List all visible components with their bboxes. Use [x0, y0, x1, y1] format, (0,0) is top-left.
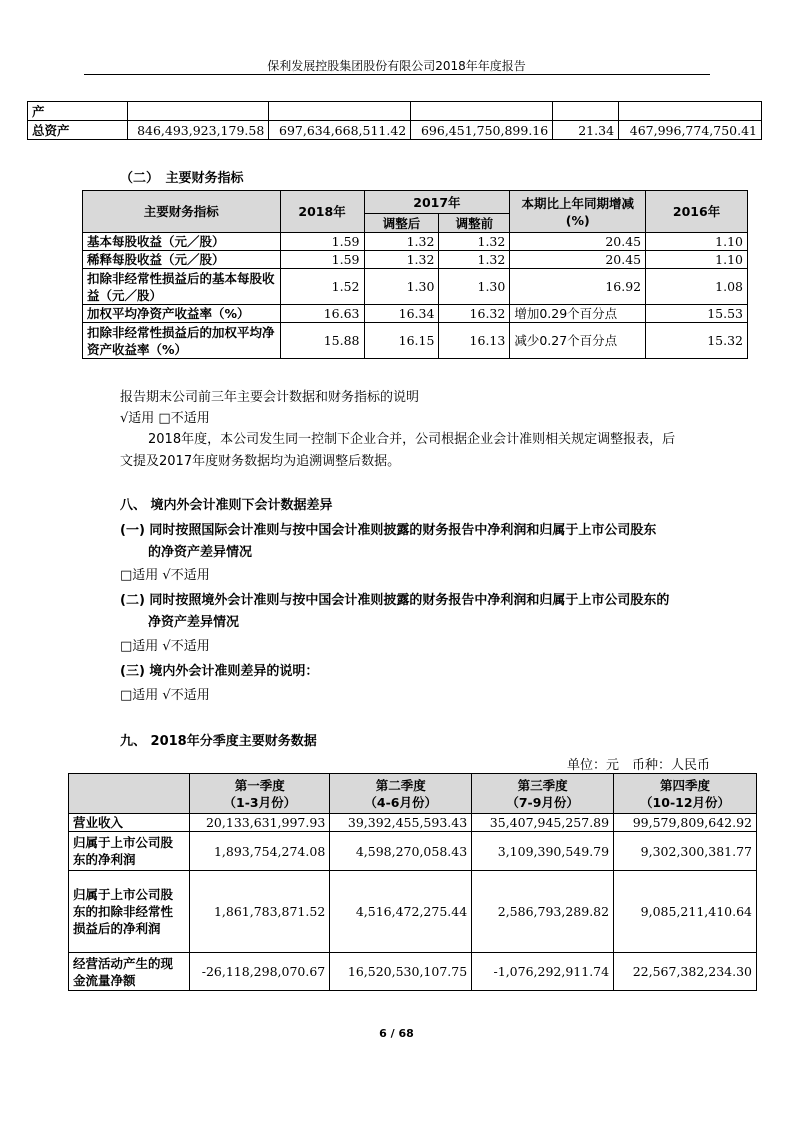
- explain-paragraph-1: 2018年度，本公司发生同一控制下企业合并，公司根据企业会计准则相关规定调整报表，后: [148, 432, 676, 447]
- subsection-2-line2: 净资产差异情况: [148, 615, 240, 630]
- header-adjusted-after: 调整后: [364, 214, 439, 233]
- row-label: 产: [28, 102, 128, 121]
- page-header: 保利发展控股集团股份有限公司2018年年度报告: [267, 59, 526, 73]
- table-row: 归属于上市公司股东的扣除非经常性损益后的净利润 1,861,783,871.52 4,516,472,275.44 2,586,793,289.82 9,085,211,410.64: [69, 871, 757, 953]
- explain-title: 报告期末公司前三年主要会计数据和财务指标的说明: [120, 390, 420, 405]
- table-row: 总资产 846,493,923,179.58 697,634,668,511.42 696,451,750,899.16 21.34 467,996,774,750.41: [28, 121, 762, 140]
- header-q1: 第一季度 （1-3月份）: [190, 774, 330, 814]
- table-row: 经营活动产生的现金流量净额 -26,118,298,070.67 16,520,530,107.75 -1,076,292,911.74 22,567,382,234.30: [69, 953, 757, 991]
- row-label: 总资产: [28, 121, 128, 140]
- table-row: 加权平均净资产收益率（%） 16.63 16.34 16.32 增加0.29个百分点 15.53: [83, 305, 748, 323]
- header-change: 本期比上年同期增减(%): [510, 191, 646, 233]
- header-2016: 2016年: [646, 191, 748, 233]
- subsection-2-line1: (二) 同时按照境外会计准则与按中国会计准则披露的财务报告中净利润和归属于上市公司股东的: [120, 593, 670, 608]
- header-corner: [69, 774, 190, 814]
- table-row: 基本每股收益（元／股） 1.59 1.32 1.32 20.45 1.10: [83, 233, 748, 251]
- header-divider: [84, 74, 710, 75]
- explain-applicable: √适用 □不适用: [120, 411, 210, 426]
- header-q2: 第二季度 （4-6月份）: [330, 774, 472, 814]
- header-q3: 第三季度 （7-9月份）: [472, 774, 614, 814]
- balance-table: [27, 101, 762, 140]
- page-number: 6 / 68: [379, 1027, 414, 1040]
- subsection-1-line2: 的净资产差异情况: [148, 545, 253, 560]
- section-title-differences: 八、 境内外会计准则下会计数据差异: [120, 498, 333, 513]
- section-title-indicators: （二） 主要财务指标: [120, 171, 244, 186]
- table-row: [28, 102, 762, 121]
- header-q4: 第四季度 （10-12月份）: [614, 774, 757, 814]
- subsection-1-line1: (一) 同时按照国际会计准则与按中国会计准则披露的财务报告中净利润和归属于上市公司股东: [120, 523, 657, 538]
- unit-label: 单位：元 币种：人民币: [566, 758, 710, 773]
- table-row: 归属于上市公司股东的净利润 1,893,754,274.08 4,598,270,058.43 3,109,390,549.79 9,302,300,381.77: [69, 832, 757, 871]
- indicators-table: [82, 190, 748, 359]
- subsection-3-title: (三) 境内外会计准则差异的说明：: [120, 664, 319, 679]
- section-title-quarterly: 九、 2018年分季度主要财务数据: [120, 734, 317, 749]
- subsection-2-applicable: □适用 √不适用: [120, 639, 210, 654]
- table-row: 扣除非经常性损益后的基本每股收益（元／股） 1.52 1.30 1.30 16.92 1.08: [83, 269, 748, 305]
- table-row: 营业收入 20,133,631,997.93 39,392,455,593.43 35,407,945,257.89 99,579,809,642.92: [69, 814, 757, 832]
- header-indicator: 主要财务指标: [83, 191, 281, 233]
- header-2017: 2017年: [364, 191, 510, 214]
- subsection-1-applicable: □适用 √不适用: [120, 568, 210, 583]
- header-2018: 2018年: [280, 191, 364, 233]
- quarterly-table: [68, 773, 757, 991]
- table-row: 稀释每股收益（元／股） 1.59 1.32 1.32 20.45 1.10: [83, 251, 748, 269]
- explain-paragraph-2: 文提及2017年度财务数据均为追溯调整后数据。: [120, 454, 401, 469]
- table-row: 扣除非经常性损益后的加权平均净资产收益率（%） 15.88 16.15 16.13 减少0.27个百分点 15.32: [83, 323, 748, 359]
- subsection-3-applicable: □适用 √不适用: [120, 688, 210, 703]
- header-adjusted-before: 调整前: [439, 214, 510, 233]
